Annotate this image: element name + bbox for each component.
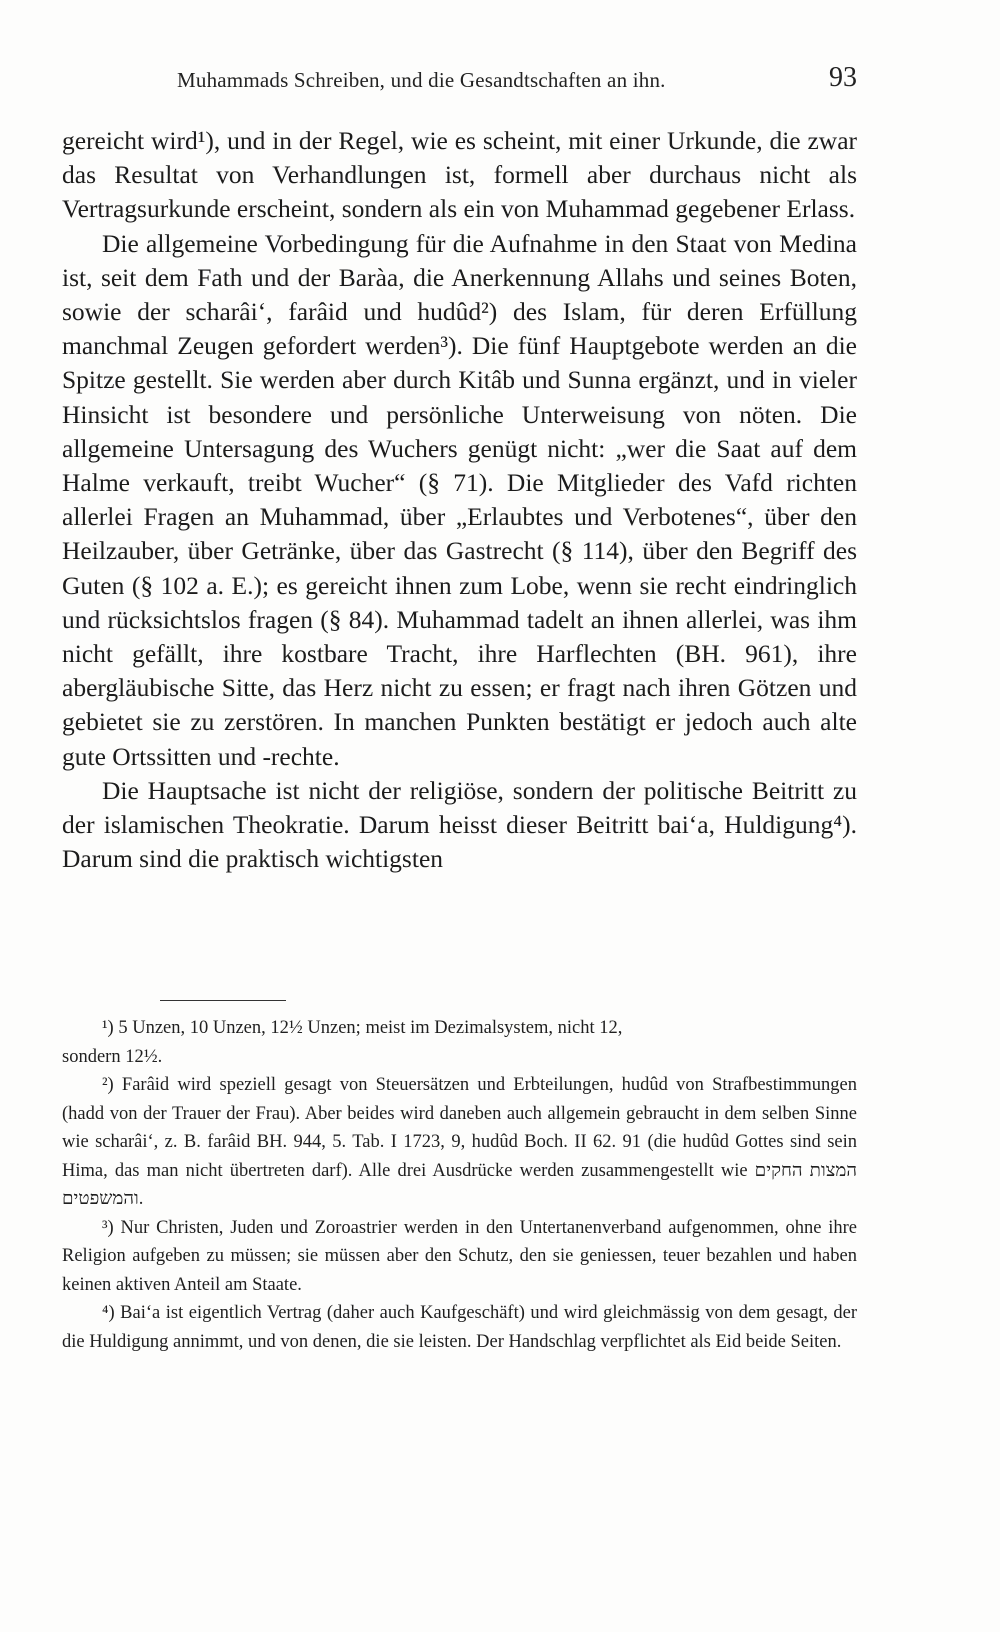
footnote-divider [160,1000,286,1001]
paragraph-1: gereicht wird¹), und in der Regel, wie es scheint, mit einer Urkunde, die zwar das Resultat von Verhandlungen ist, formell aber durchaus nicht als Vertragsurkunde erscheint, sondern als ein von Muhammad gegebener Erlass. [62,126,857,224]
footnote-1-line-1: ¹) 5 Unzen, 10 Unzen, 12½ Unzen; meist im Dezimalsystem, nicht 12, [102,1018,623,1038]
footnote-4: ⁴) Bai‘a ist eigentlich Vertrag (daher auch Kaufgeschäft) und wird gleichmässig von dem gesagt, der die Huldigung annimmt, und von denen, die sie leisten. Der Handschlag verpflichtet als Eid beide Seiten. [62,1303,857,1352]
footnote-2: ²) Farâid wird speziell gesagt von Steuersätzen und Erbteilungen, hudûd von Strafbestimmungen (hadd von der Trauer der Frau). Aber beides wird daneben auch allgemein gebraucht in dem selben Sinne wie scharâi‘, z. B. farâid BH. 944, 5. Tab. I 1723, 9, hudûd Boch. II 62. 91 (die hudûd Gottes sind sein Hima, das man nicht übertreten darf). Alle drei Ausdrücke werden zusammengestellt wie המצות החקים והמשפטים. [62,1075,857,1209]
paragraph-3: Die Hauptsache ist nicht der religiöse, sondern der politische Beitritt zu der islamischen Theokratie. Darum heisst dieser Beitritt bai‘a, Huldigung⁴). Darum sind die praktisch wichtigsten [62,775,857,874]
page-number: 93 [829,62,857,93]
footnote-1-line-2: sondern 12½. [62,1046,163,1067]
main-text [62,124,857,876]
paragraph-2: Die allgemeine Vorbedingung für die Aufnahme in den Staat von Medina ist, seit dem Fath und der Baràa, die Anerkennung Allahs und seines Boten, sowie der scharâi‘, farâid und hudûd²) des Islam, für deren Erfüllung manchmal Zeugen gefordert werden³). Die fünf Hauptgebote werden an die Spitze gestellt. Sie werden aber durch Kitâb und Sunna ergänzt, und in vieler Hinsicht ist besondere und persönliche Unterweisung von nöten. Die allgemeine Untersagung des Wuchers genügt nicht: „wer die Saat auf dem Halme verkauft, treibt Wucher“ (§ 71). Die Mitglieder des Vafd richten allerlei Fragen an Muhammad, über „Erlaubtes und Verbotenes“, über den Heilzauber, über Getränke, über das Gastrecht (§ 114), über den Begriff des Guten (§ 102 a. E.); es gereicht ihnen zum Lobe, wenn sie recht eindringlich und rücksichtslos fragen (§ 84). Muhammad tadelt an ihnen allerlei, was ihm nicht gefällt, ihre kostbare Tracht, ihre Harflechten (BH. 961), ihre abergläubische Sitte, das Herz nicht zu essen; er fragt nach ihren Götzen und gebietet sie zu zerstören. In manchen Punkten bestätigt er jedoch auch alte gute Ortssitten und -rechte. [62,228,857,771]
footnote-3: ³) Nur Christen, Juden und Zoroastrier werden in den Untertanenverband aufgenommen, ohne ihre Religion aufgeben zu müssen; sie müssen aber den Schutz, den sie geniessen, teuer bezahlen und haben keinen aktiven Anteil am Staate. [62,1217,857,1295]
running-head: Muhammads Schreiben, und die Gesandtschaften an ihn. [177,68,666,92]
footnotes [62,1014,857,1356]
page-header [62,62,857,102]
